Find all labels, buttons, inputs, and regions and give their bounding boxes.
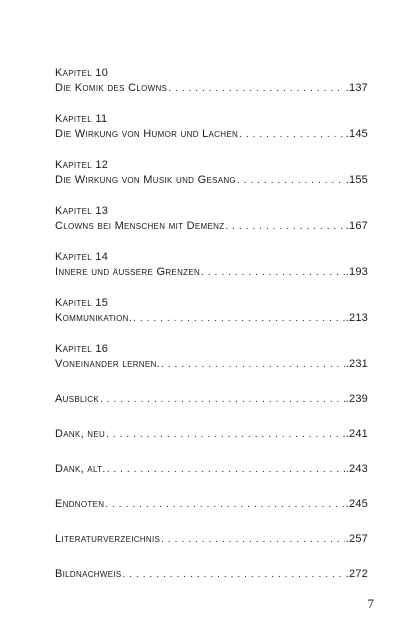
toc-chapter-10 xyxy=(55,66,368,96)
entry-title: Voneinander lernen. xyxy=(55,358,160,370)
entry-title: Die Wirkung von Humor und Lachen xyxy=(55,128,239,140)
toc-chapter-13 xyxy=(55,204,368,234)
entry-title: Endnoten xyxy=(55,498,105,510)
toc-entry xyxy=(55,357,368,372)
toc-entry-dank-alt xyxy=(55,462,368,477)
toc-entry xyxy=(55,532,368,547)
chapter-label: Kapitel 16 xyxy=(55,343,109,355)
page-number: .239 xyxy=(345,393,368,405)
entry-title: Die Wirkung von Musik und Gesang xyxy=(55,174,236,186)
dot-leader xyxy=(107,462,345,477)
chapter-label: Kapitel 15 xyxy=(55,297,109,309)
page-number: .243 xyxy=(345,463,368,475)
page-number: .231 xyxy=(345,358,368,370)
dot-leader xyxy=(133,311,345,326)
toc-chapter-11 xyxy=(55,112,368,142)
entry-title: Kommunikation. xyxy=(55,312,133,324)
toc-chapter-16 xyxy=(55,342,368,372)
page-number: .245 xyxy=(345,498,368,510)
toc-chapter-14 xyxy=(55,250,368,280)
entry-title: Ausblick xyxy=(55,393,99,405)
dot-leader xyxy=(161,532,345,547)
toc-entry-endnoten xyxy=(55,497,368,512)
dot-leader xyxy=(106,427,345,442)
page-number: .167 xyxy=(345,220,368,232)
entry-title: Innere und äussere Grenzen xyxy=(55,266,201,278)
toc-entry xyxy=(55,81,368,96)
toc-entry xyxy=(55,497,368,512)
toc-chapter-12 xyxy=(55,158,368,188)
toc-entry xyxy=(55,311,368,326)
page-number: .145 xyxy=(345,128,368,140)
toc-entry-dank-neu xyxy=(55,427,368,442)
chapter-label: Kapitel 14 xyxy=(55,251,109,263)
page-number: .155 xyxy=(345,174,368,186)
toc-entry xyxy=(55,219,368,234)
toc-entry-literaturverzeichnis xyxy=(55,532,368,547)
chapter-label: Kapitel 12 xyxy=(55,159,109,171)
page-number: .137 xyxy=(345,82,368,94)
entry-title: Dank, alt. xyxy=(55,463,106,475)
dot-leader xyxy=(237,173,345,188)
toc-entry-bildnachweis xyxy=(55,567,368,582)
dot-leader xyxy=(100,392,345,407)
entry-title: Clowns bei Menschen mit Demenz xyxy=(55,220,225,232)
entry-title: Bildnachweis xyxy=(55,568,122,580)
page-number: .241 xyxy=(345,428,368,440)
toc-entry xyxy=(55,392,368,407)
dot-leader xyxy=(123,567,345,582)
chapter-label: Kapitel 11 xyxy=(55,113,108,125)
toc-entry xyxy=(55,127,368,142)
toc-entry xyxy=(55,265,368,280)
page-folio: 7 xyxy=(367,596,374,611)
toc-entry xyxy=(55,567,368,582)
page-number: .272 xyxy=(345,568,368,580)
dot-leader xyxy=(239,127,345,142)
dot-leader xyxy=(105,497,344,512)
page-number: .193 xyxy=(345,266,368,278)
dot-leader xyxy=(225,219,344,234)
entry-title: Die Komik des Clowns xyxy=(55,82,168,94)
dot-leader xyxy=(201,265,345,280)
toc-entry-ausblick xyxy=(55,392,368,407)
entry-title: Literaturverzeichnis xyxy=(55,533,161,545)
dot-leader xyxy=(161,357,345,372)
chapter-label: Kapitel 10 xyxy=(55,67,109,79)
page-number: .213 xyxy=(345,312,368,324)
page-number: .257 xyxy=(345,533,368,545)
toc-entry xyxy=(55,173,368,188)
dot-leader xyxy=(168,81,345,96)
chapter-label: Kapitel 13 xyxy=(55,205,109,217)
entry-title: Dank, neu xyxy=(55,428,106,440)
toc-chapter-15 xyxy=(55,296,368,326)
table-of-contents xyxy=(55,66,368,582)
toc-entry xyxy=(55,462,368,477)
toc-entry xyxy=(55,427,368,442)
